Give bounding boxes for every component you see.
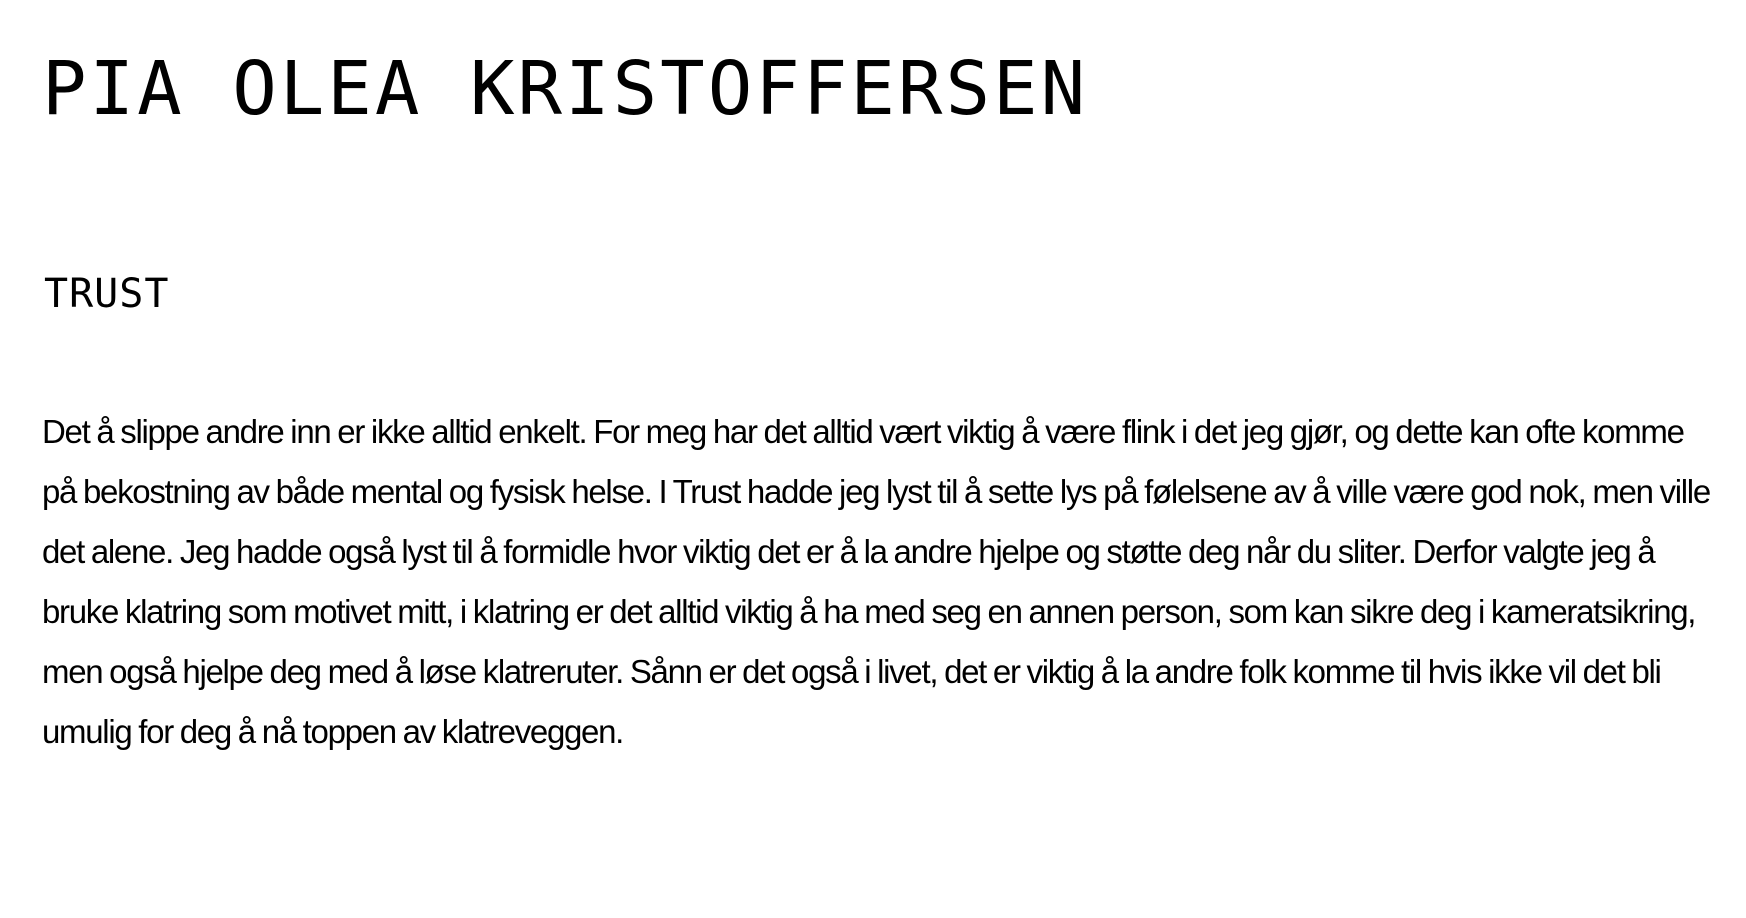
project-description: Det å slippe andre inn er ikke alltid enkelt. For meg har det alltid vært viktig å være flink i det jeg gjør, og dette kan ofte komme på bekostning av både mental og fysisk helse. I Trust hadde jeg lyst til å sette lys på følelsene av å ville være god nok, men ville det alene. Jeg hadde også lyst til å formidle hvor viktig det er å la andre hjelpe og støtte deg når du sliter. Derfor valgte jeg å bruke klatring som motivet mitt, i klatring er det alltid viktig å ha med seg en annen person, som kan sikre deg i kameratsikring, men også hjelpe deg med å løse klatreruter. Sånn er det også i livet, det er viktig å la andre folk komme til hvis ikke vil det bli umulig for deg å nå toppen av klatreveggen.: [42, 413, 1710, 750]
project-title: TRUST: [44, 271, 170, 317]
author-name: PIA OLEA KRISTOFFERSEN: [42, 46, 1089, 132]
